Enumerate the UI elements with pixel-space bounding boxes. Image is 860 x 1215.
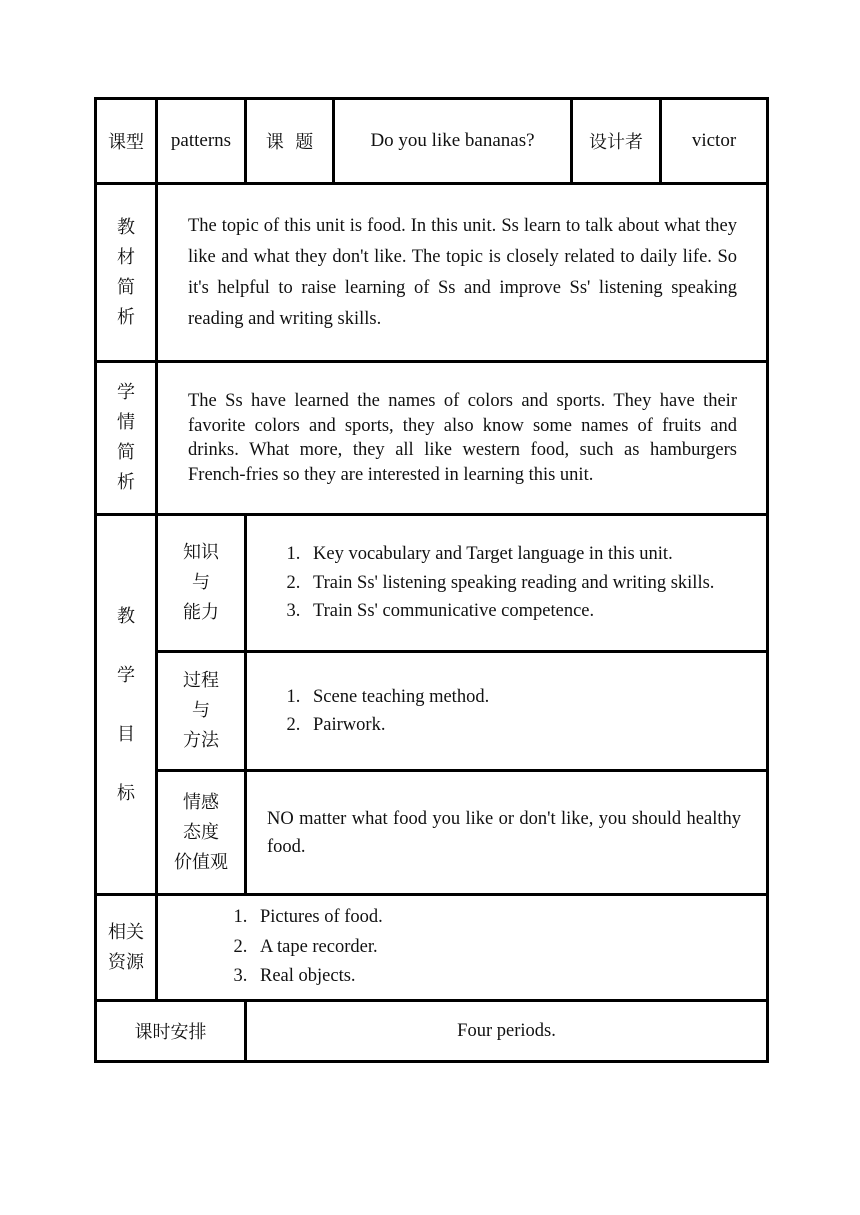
process-row (96, 652, 768, 771)
list-item: 1. Scene teaching method. (305, 683, 766, 712)
list-item: 3. Train Ss' communicative competence. (305, 597, 766, 626)
emotion-row (96, 771, 768, 895)
learner-analysis-cell (157, 362, 768, 515)
schedule-label: 课时安排 (96, 1001, 246, 1062)
topic-value: Do you like bananas? (334, 99, 572, 184)
teaching-objectives-label: 教 学 目 标 (96, 515, 157, 895)
emotion-attitude-label: 情感 态度 价值观 (157, 771, 246, 895)
list-item: 2. A tape recorder. (252, 933, 766, 963)
material-analysis-text: The topic of this unit is food. In this unit. Ss learn to talk about what they like and what they don't like. The topic is closely related to daily life. So it's helpful to raise learning of Ss and improve Ss' listening speaking reading and writing skills. (188, 215, 737, 329)
schedule-row (96, 1001, 768, 1062)
knowledge-ability-list (247, 540, 766, 626)
material-analysis-label: 教 材 简 析 (96, 184, 157, 362)
list-item: 1. Key vocabulary and Target language in this unit. (305, 540, 766, 569)
lesson-type-value: patterns (157, 99, 246, 184)
knowledge-row (96, 515, 768, 652)
emotion-attitude-text: NO matter what food you like or don't like, you should healthy food. (267, 808, 741, 857)
resources-label: 相关 资源 (96, 895, 157, 1001)
learner-analysis-label: 学 情 简 析 (96, 362, 157, 515)
process-method-list (247, 683, 766, 740)
resources-cell (157, 895, 768, 1001)
designer-value: victor (661, 99, 768, 184)
knowledge-ability-cell (246, 515, 768, 652)
resources-row (96, 895, 768, 1001)
schedule-value: Four periods. (246, 1001, 768, 1062)
resources-list (158, 903, 766, 992)
process-method-label: 过程 与 方法 (157, 652, 246, 771)
lesson-type-label: 课型 (96, 99, 157, 184)
emotion-attitude-cell (246, 771, 768, 895)
lesson-plan-table (94, 97, 769, 1063)
material-analysis-cell (157, 184, 768, 362)
material-analysis-row (96, 184, 768, 362)
header-row (96, 99, 768, 184)
process-method-cell (246, 652, 768, 771)
learner-analysis-row (96, 362, 768, 515)
knowledge-ability-label: 知识 与 能力 (157, 515, 246, 652)
list-item: 2. Pairwork. (305, 711, 766, 740)
list-item: 2. Train Ss' listening speaking reading and writing skills. (305, 569, 766, 598)
list-item: 1. Pictures of food. (252, 903, 766, 933)
designer-label: 设计者 (572, 99, 661, 184)
learner-analysis-text: The Ss have learned the names of colors and sports. They have their favorite colors and sports, they also know some names of fruits and drinks. What more, they all like western food, such as hamburgers French-fries so they are interested in learning this unit. (188, 391, 737, 485)
topic-label: 课 题 (246, 99, 334, 184)
list-item: 3. Real objects. (252, 962, 766, 992)
